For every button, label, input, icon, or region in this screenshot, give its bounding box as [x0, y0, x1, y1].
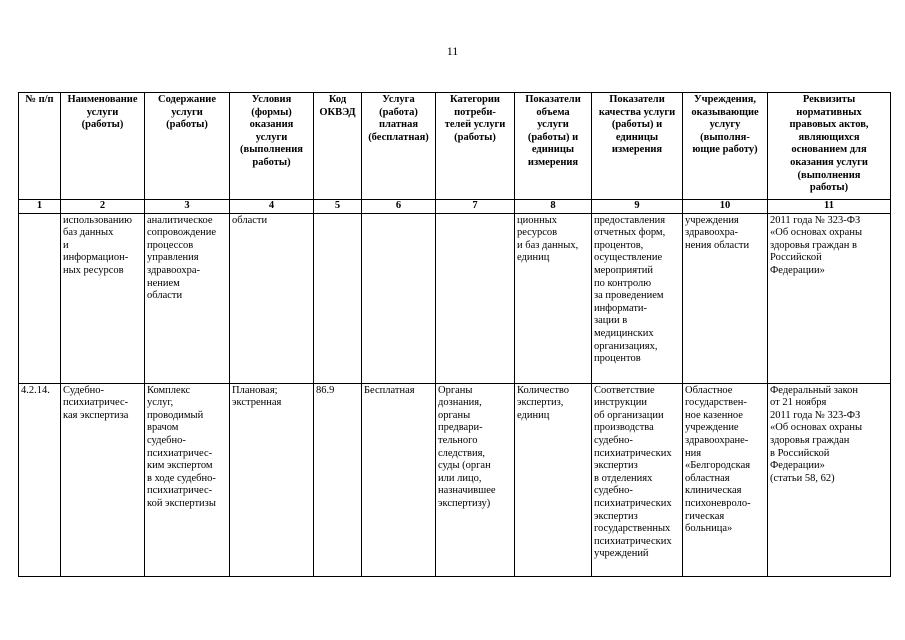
- column-number: 2: [61, 200, 145, 214]
- column-number: 1: [19, 200, 61, 214]
- cell-consumer-categories: [436, 213, 515, 383]
- cell-legal-acts: Федеральный закон от 21 ноября 2011 года № 323-ФЗ «Об основах охраны здоровья граждан в Российской Федерации» (статьи 58, 62): [768, 383, 891, 576]
- header-cell-institutions: Учреждения, оказывающие услугу (выполня- ющие работу): [683, 93, 768, 200]
- header-cell-service-name: Наименование услуги (работы): [61, 93, 145, 200]
- header-cell-paid-free: Услуга (работа) платная (бесплатная): [362, 93, 436, 200]
- cell-number: 4.2.14.: [19, 383, 61, 576]
- header-cell-number: № п/п: [19, 93, 61, 200]
- column-number: 9: [592, 200, 683, 214]
- cell-institutions: учреждения здравоохра- нения области: [683, 213, 768, 383]
- cell-number: [19, 213, 61, 383]
- table-header-row: [19, 93, 891, 200]
- column-number: 6: [362, 200, 436, 214]
- header-cell-conditions: Условия (формы) оказания услуги (выполнения работы): [230, 93, 314, 200]
- header-cell-service-content: Содержание услуги (работы): [145, 93, 230, 200]
- column-number: 4: [230, 200, 314, 214]
- cell-okved-code: 86.9: [314, 383, 362, 576]
- header-cell-consumer-categories: Категории потреби- телей услуги (работы): [436, 93, 515, 200]
- cell-consumer-categories: Органы дознания, органы предвари- тельного следствия, суды (орган или лицо, назначившее экспертизу): [436, 383, 515, 576]
- cell-quality-indicators: Соответствие инструкции об организации производства судебно- психиатрических экспертиз в отделениях судебно- психиатрических экспертиз государственных психиатрических учреждений: [592, 383, 683, 576]
- cell-service-name: Судебно- психиатричес- кая экспертиза: [61, 383, 145, 576]
- column-number: 3: [145, 200, 230, 214]
- column-number: 8: [515, 200, 592, 214]
- header-cell-okved-code: Код ОКВЭД: [314, 93, 362, 200]
- cell-legal-acts: 2011 года № 323-ФЗ «Об основах охраны здоровья граждан в Российской Федерации»: [768, 213, 891, 383]
- cell-volume-indicators: Количество экспертиз, единиц: [515, 383, 592, 576]
- cell-institutions: Областное государствен- ное казенное учреждение здравоохране- ния «Белгородская областная клиническая психоневроло- гическая больница»: [683, 383, 768, 576]
- cell-service-name: использованию баз данных и информацион- ных ресурсов: [61, 213, 145, 383]
- cell-quality-indicators: предоставления отчетных форм, процентов, осуществление мероприятий по контролю за проведением информати- зации в медицинских организациях, процентов: [592, 213, 683, 383]
- header-cell-legal-acts: Реквизиты нормативных правовых актов, являющихся основанием для оказания услуги (выполнения работы): [768, 93, 891, 200]
- column-number: 7: [436, 200, 515, 214]
- cell-service-content: аналитическое сопровождение процессов управления здравоохра- нением области: [145, 213, 230, 383]
- header-cell-quality-indicators: Показатели качества услуги (работы) и единицы измерения: [592, 93, 683, 200]
- cell-conditions: области: [230, 213, 314, 383]
- cell-conditions: Плановая; экстренная: [230, 383, 314, 576]
- cell-paid-free: [362, 213, 436, 383]
- cell-paid-free: Бесплатная: [362, 383, 436, 576]
- table-row: [19, 383, 891, 576]
- column-number: 10: [683, 200, 768, 214]
- cell-service-content: Комплекс услуг, проводимый врачом судебно- психиатричес- ким экспертом в ходе судебно- психиатричес- кой экспертизы: [145, 383, 230, 576]
- cell-okved-code: [314, 213, 362, 383]
- column-number: 11: [768, 200, 891, 214]
- column-number: 5: [314, 200, 362, 214]
- services-table: [18, 92, 891, 577]
- table-row: [19, 213, 891, 383]
- page-number: 11: [446, 44, 459, 58]
- cell-volume-indicators: ционных ресурсов и баз данных, единиц: [515, 213, 592, 383]
- header-cell-volume-indicators: Показатели объема услуги (работы) и единицы измерения: [515, 93, 592, 200]
- column-number-row: [19, 200, 891, 214]
